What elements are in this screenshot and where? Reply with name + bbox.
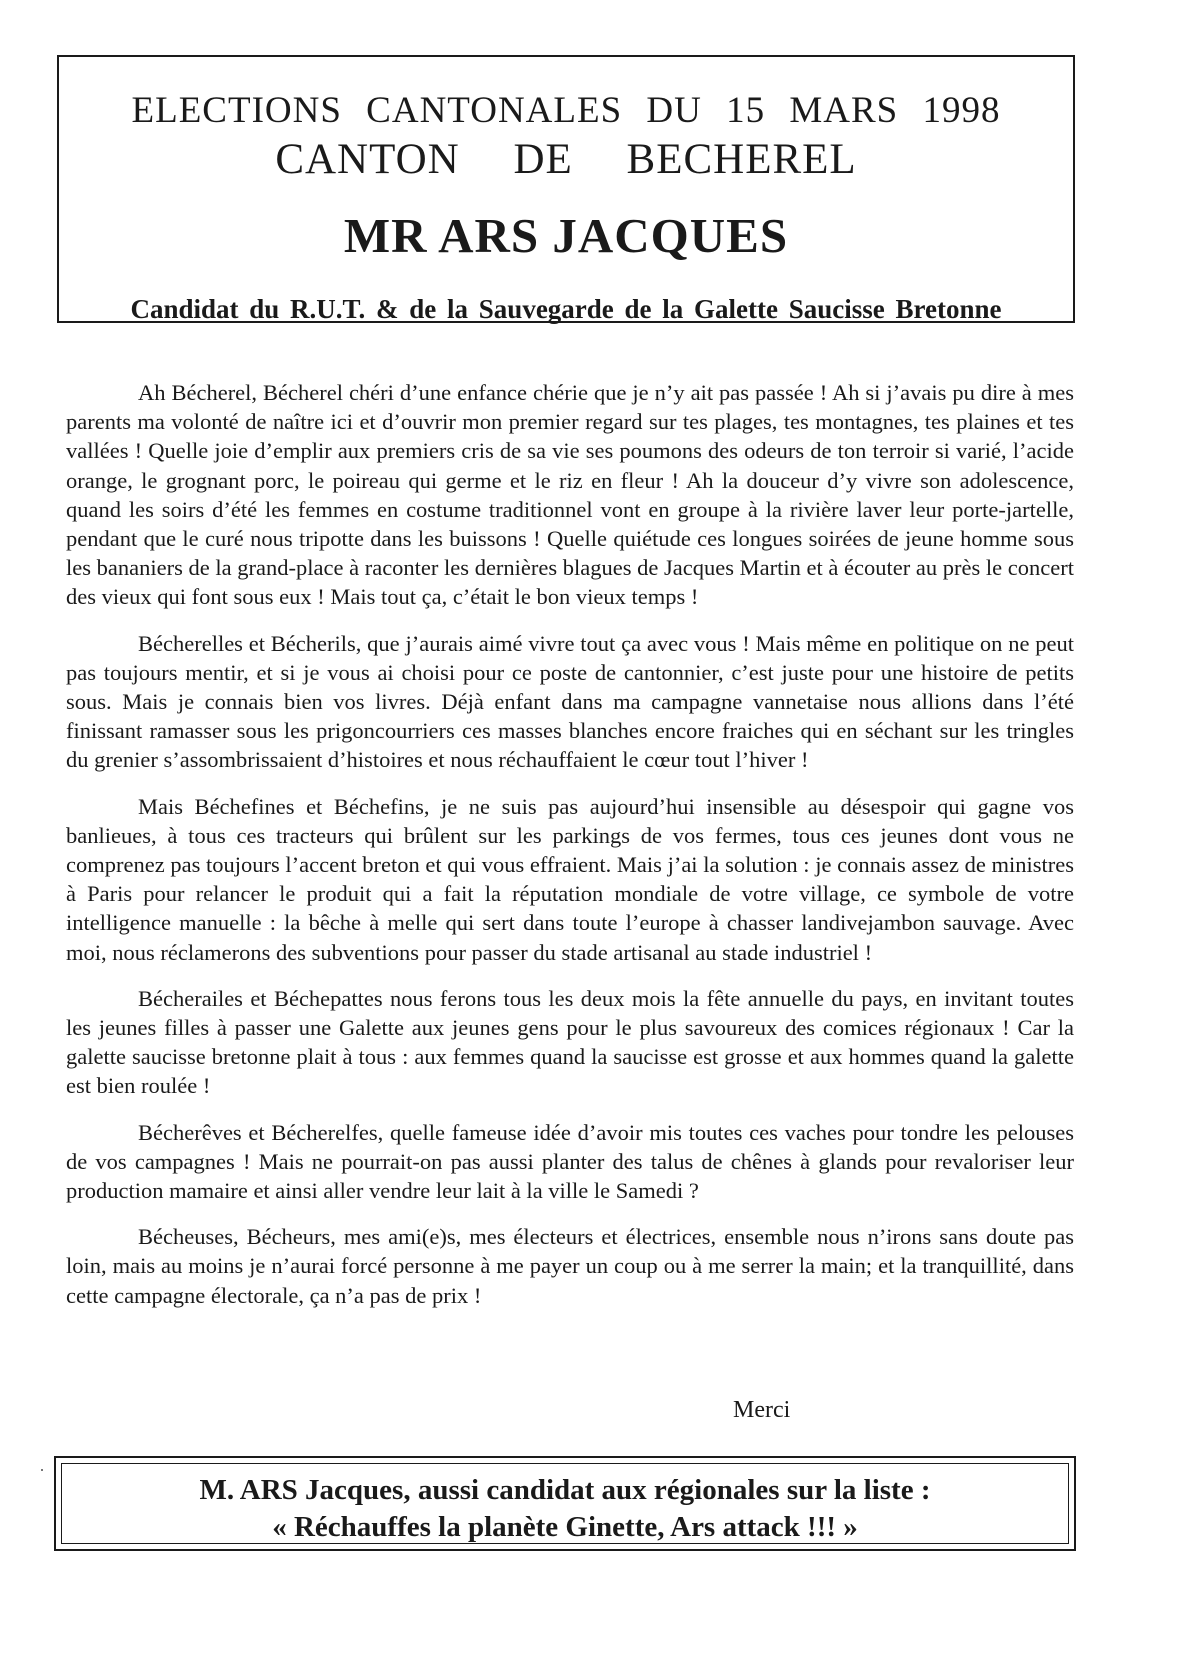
footer-line-2: « Réchauffes la planète Ginette, Ars attack !!! » <box>272 1511 858 1543</box>
paragraph: Ah Bécherel, Bécherel chéri d’une enfance chérie que je n’y ait pas passée ! Ah si j’avais pu dire à mes parents ma volonté de naître ici et d’ouvrir mon premier regard sur tes plages, tes montagnes, tes plaines et tes vallées ! Quelle joie d’emplir aux premiers cris de sa vie ses poumons des odeurs de ton terroir si varié, l’acide orange, le grognant porc, le poireau qui germe et le riz en fleur ! Ah la douceur d’y vivre son adolescence, quand les soirs d’été les femmes en costume traditionnel vont en groupe à la rivière laver leur porte-jartelle, pendant que le curé nous tripotte dans les buissons ! Quelle quiétude ces longues soirées de jeune homme sous les bananiers de la grand-place à raconter les dernières blagues de Jacques Martin et à écouter au près le concert des vieux qui font sous eux ! Mais tout ça, c’était le bon vieux temps ! <box>66 380 1074 610</box>
paragraph: Bécherêves et Bécherelfes, quelle fameuse idée d’avoir mis toutes ces vaches pour tondre les pelouses de vos campagnes ! Mais ne pourrait-on pas aussi planter des talus de chênes à glands pour revaloriser leur production mamaire et ainsi aller vendre leur lait à la ville le Samedi ? <box>66 1119 1074 1204</box>
footer-line-1: M. ARS Jacques, aussi candidat aux régionales sur la liste : <box>199 1474 931 1506</box>
paragraph: Mais Béchefines et Béchefins, je ne suis pas aujourd’hui insensible au désespoir qui gagne vos banlieues, à tous ces tracteurs qui brûlent sur les parkings de vos fermes, tous ces jeunes dont vous ne comprenez pas toujours l’accent breton et qui vous effraient. Mais j’ai la solution : je connais assez de ministres à Paris pour relancer le produit qui a fait la réputation mondiale de votre village, ce symbole de votre intelligence manuelle : la bêche à melle qui sert dans toute l’europe à chasser landivejambon sauvage. Avec moi, nous réclamerons des subventions pour passer du stade artisanal au stade industriel ! <box>66 793 1074 965</box>
canton-title: CANTON DE BECHEREL <box>275 136 857 183</box>
paragraph: Bécherelles et Bécherils, que j’aurais aimé vivre tout ça avec vous ! Mais même en politique on ne peut pas toujours mentir, et si je vous ai choisi pour ce poste de cantonnier, c’est juste pour une histoire de petits sous. Mais je connais bien vos livres. Déjà enfant dans ma campagne vannetaise nous allions dans l’été finissant ramasser sous les prigoncourriers ces masses blanches encore fraiches qui en séchant sur les tringles du grenier s’assombrissaient d’histoires et nous réchauffaient le cœur tout l’hiver ! <box>66 630 1074 773</box>
footer-box <box>54 1456 1076 1551</box>
closing-merci: Merci <box>733 1397 791 1423</box>
candidate-name: MR ARS JACQUES <box>343 208 789 263</box>
candidate-subtitle: Candidat du R.U.T. & de la Sauvegarde de la Galette Saucisse Bretonne <box>130 294 1002 324</box>
footer-inner-border <box>61 1463 1069 1544</box>
paragraph: Bécheuses, Bécheurs, mes ami(e)s, mes électeurs et électrices, ensemble nous n’irons sans doute pas loin, mais au moins je n’aurai forcé personne à me payer un coup ou à me serrer la main; et la tranquillité, dans cette campagne électorale, ça n’a pas de prix ! <box>66 1224 1074 1308</box>
election-title: ELECTIONS CANTONALES DU 15 MARS 1998 <box>131 90 1001 131</box>
scan-speck <box>41 1469 43 1471</box>
paragraph: Bécherailes et Béchepattes nous ferons tous les deux mois la fête annuelle du pays, en invitant toutes les jeunes filles à passer une Galette aux jeunes gens pour le plus savoureux des comices régionaux ! Car la galette saucisse bretonne plait à tous : aux femmes quand la saucisse est grosse et aux hommes quand la galette est bien roulée ! <box>66 985 1074 1099</box>
header-box <box>57 55 1075 323</box>
letter-body <box>66 378 1074 1327</box>
